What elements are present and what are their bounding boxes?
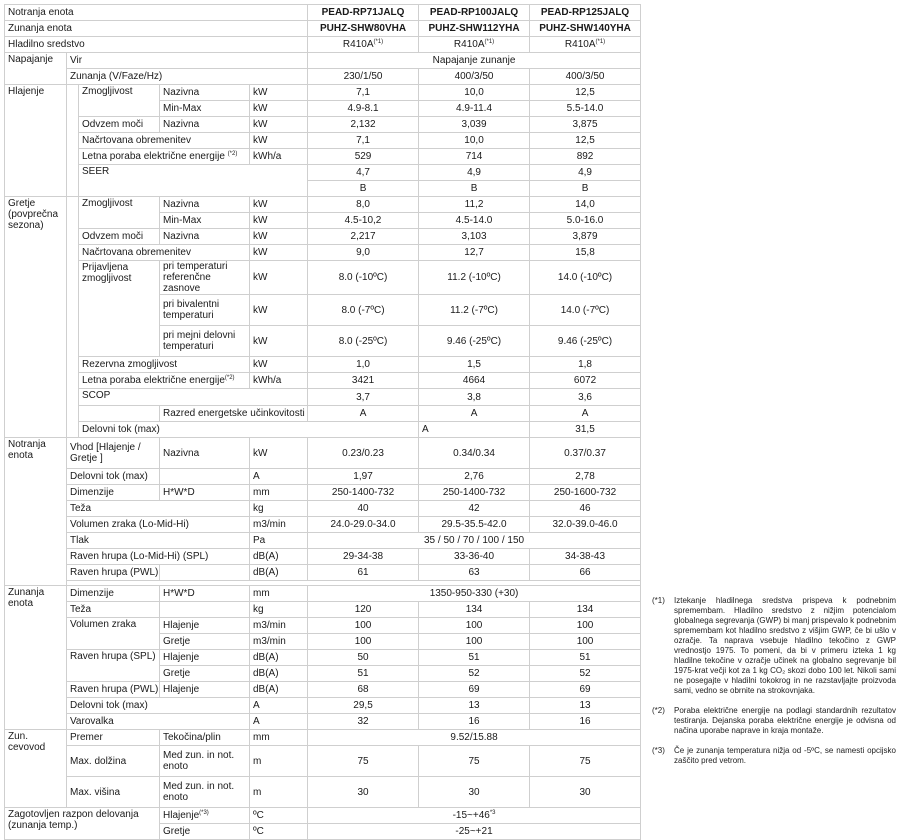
row-label: Razred energetske učinkovitosti [160,406,308,422]
empty-cell [79,406,160,422]
value-cell: 68 [308,682,419,698]
table-row [5,485,641,501]
value-cell: 2,78 [530,469,641,485]
value-cell: 100 [530,618,641,634]
value-cell: B [308,181,419,197]
row-label: Zmogljivost [79,197,160,229]
row-label: Premer [67,730,160,746]
value-cell: 16 [530,714,641,730]
footnote-ref: (*2) [224,375,235,381]
value-cell: 50 [308,650,419,666]
footnote-key: (*2) [652,706,665,715]
table-row [5,422,641,438]
value-cell: 3,7 [308,389,419,406]
value-cell: 250-1400-732 [419,485,530,501]
table-row [5,406,641,422]
unit: kW [250,85,308,101]
refrigerant-cell [419,37,530,53]
value-cell: 4.9-11.4 [419,101,530,117]
value-cell: 9.52/15.88 [308,730,641,746]
refrigerant-cell [308,37,419,53]
row-label: Max. dolžina [67,746,160,777]
sub-label: Hlajenje [160,650,250,666]
footnote-ref: (*1) [484,39,495,45]
value-cell: 66 [530,565,641,581]
table-row [5,501,641,517]
table-row [5,197,641,213]
table-row [5,602,641,618]
value: -15~+46 [452,810,490,821]
unit: kW [250,101,308,117]
value-cell: 51 [419,650,530,666]
value-cell: 32 [308,714,419,730]
row-label: Odvzem moči [79,229,160,245]
model-cell: PUHZ-SHW112YHA [419,21,530,37]
value-cell: 134 [419,602,530,618]
value-cell: 5.5-14.0 [530,101,641,117]
model-cell: PEAD-RP71JALQ [308,5,419,21]
row-label: Vhod [Hlajenje / Gretje ] [67,438,160,469]
value-cell: 1,5 [419,357,530,373]
table-row [5,714,641,730]
footnote [652,706,896,736]
value-cell: 13 [419,698,530,714]
unit: kW [250,357,308,373]
row-label: Teža [67,501,250,517]
table-row [5,469,641,485]
table-row [5,698,641,714]
unit: dB(A) [250,549,308,565]
value-cell: 10,0 [419,133,530,149]
row-label: Dimenzije [67,586,160,602]
value-cell: 31,5 [530,422,641,438]
value-cell: 51 [308,666,419,682]
table-row [5,133,641,149]
value-cell: 0.34/0.34 [419,438,530,469]
value-cell: 3,8 [419,389,530,406]
footnote [652,746,896,766]
value-cell: 52 [530,666,641,682]
value-cell: 10,0 [419,85,530,101]
value-cell: 11.2 (-7ºC) [419,295,530,326]
group-label: Napajanje [5,53,67,85]
unit: ºC [250,808,308,824]
value-cell: 250-1600-732 [530,485,641,501]
value-cell: 63 [419,565,530,581]
model-cell: PUHZ-SHW80VHA [308,21,419,37]
footnote-ref: *3 [489,810,496,816]
unit: m3/min [250,517,308,533]
unit: kW [250,133,308,149]
footnote [652,596,896,696]
table-row [5,565,641,581]
sub-label: Hlajenje [160,682,250,698]
value-cell: 30 [419,777,530,808]
value-cell: 35 / 50 / 70 / 100 / 150 [308,533,641,549]
value-cell: 3,103 [419,229,530,245]
spacer-cell [67,85,79,197]
value-cell: 9,0 [308,245,419,261]
model-cell: PEAD-RP125JALQ [530,5,641,21]
unit: A [250,714,308,730]
unit: A [250,698,308,714]
value-cell: 12,5 [530,85,641,101]
row-label: Načrtovana obremenitev [79,133,250,149]
value-cell: 13 [530,698,641,714]
value-cell: 75 [308,746,419,777]
outdoor-model-row [5,21,641,37]
table-row [5,777,641,808]
value-cell: 0.37/0.37 [530,438,641,469]
spacer-cell [67,197,79,438]
table-row [5,357,641,373]
table-row [5,149,641,165]
value-cell: 30 [530,777,641,808]
value-cell: 100 [530,634,641,650]
value-cell: 12,5 [530,133,641,149]
value-cell: 15,8 [530,245,641,261]
value-cell: 61 [308,565,419,581]
unit: dB(A) [250,650,308,666]
footnote-ref: (*2) [227,151,238,157]
row-label: Rezervna zmogljivost [79,357,250,373]
row-label: Prijavljena zmogljivost [79,261,160,357]
footnote-ref: (*3) [199,810,209,816]
table-row [5,618,641,634]
value-cell: 400/3/50 [419,69,530,85]
value-cell: 2,132 [308,117,419,133]
value-cell: 6072 [530,373,641,389]
unit: mm [250,730,308,746]
table-row [5,245,641,261]
value-cell: 230/1/50 [308,69,419,85]
row-label: Zunanja enota [5,21,308,37]
row-label: Varovalka [67,714,250,730]
sub-label: pri mejni delovni temperaturi [160,326,250,357]
table-row [5,438,641,469]
row-label: Volumen zraka [67,618,160,650]
value-cell: 1,8 [530,357,641,373]
row-label: Odvzem moči [79,117,160,133]
table-row [5,586,641,602]
label-text: Letna poraba električne energije [82,375,225,386]
unit: m3/min [250,618,308,634]
group-label: Gretje (povprečna sezona) [5,197,67,438]
table-row [5,730,641,746]
value-cell: Napajanje zunanje [308,53,641,69]
value-cell: 8.0 (-7ºC) [308,295,419,326]
table-row [5,229,641,245]
value-cell: 3,6 [530,389,641,406]
value-cell: 42 [419,501,530,517]
empty-cell [160,565,250,581]
table-row [5,117,641,133]
value-cell: 29,5 [308,698,419,714]
value-cell: 8.0 (-25ºC) [308,326,419,357]
unit: kW [250,245,308,261]
unit: mm [250,485,308,501]
value-cell: 134 [530,602,641,618]
row-label: Teža [67,602,160,618]
value-cell: 34-38-43 [530,549,641,565]
value-cell: 892 [530,149,641,165]
row-label: Max. višina [67,777,160,808]
sub-label: H*W*D [160,586,250,602]
value-cell: 1350-950-330 (+30) [308,586,641,602]
value-cell: A [419,406,530,422]
value-cell: 4.5-14.0 [419,213,530,229]
sub-label: Min-Max [160,101,250,117]
sub-label: pri bivalentni temperaturi [160,295,250,326]
unit: kW [250,117,308,133]
empty-cell [160,469,250,485]
row-label: SCOP [79,389,308,406]
unit: kg [250,602,308,618]
value-cell: 4,7 [308,165,419,181]
row-label [79,373,250,389]
value-cell: 29.5-35.5-42.0 [419,517,530,533]
footnote-ref: (*1) [373,39,384,45]
row-label: Dimenzije [67,485,160,501]
model-cell: PEAD-RP100JALQ [419,5,530,21]
sub-label: Nazivna [160,229,250,245]
row-label: Volumen zraka (Lo-Mid-Hi) [67,517,250,533]
value: R410A [453,39,485,50]
value-cell: B [419,181,530,197]
sub-label: Nazivna [160,117,250,133]
sub-label: pri temperaturi referenčne zasnove [160,261,250,295]
value-cell: 33-36-40 [419,549,530,565]
value-cell: -25~+21 [308,824,641,840]
row-label: Hladilno sredstvo [5,37,308,53]
value-cell: 2,217 [308,229,419,245]
sub-label [160,808,250,824]
value-cell: 120 [308,602,419,618]
table-row [5,373,641,389]
value-cell: 2,76 [419,469,530,485]
power-outdoor-row [5,69,641,85]
sub-label: Gretje [160,634,250,650]
value-cell: A [530,406,641,422]
value-cell: 100 [308,618,419,634]
sub-label: Hlajenje [160,618,250,634]
unit: mm [250,586,308,602]
unit: kW [250,197,308,213]
value-cell: 9.46 (-25ºC) [530,326,641,357]
value-cell: 32.0-39.0-46.0 [530,517,641,533]
row-label: SEER [79,165,308,197]
table-row [5,808,641,824]
footnote-ref: (*1) [595,39,606,45]
row-label: Zunanja (V/Faze/Hz) [67,69,308,85]
unit: m3/min [250,634,308,650]
value-cell: 3421 [308,373,419,389]
value-cell: 7,1 [308,85,419,101]
value-cell: 714 [419,149,530,165]
value-cell: 400/3/50 [530,69,641,85]
value-cell: 3,039 [419,117,530,133]
value-cell: 7,1 [308,133,419,149]
value: R410A [342,39,374,50]
row-label [79,149,250,165]
empty-cell [160,602,250,618]
group-label: Hlajenje [5,85,67,197]
sub-label: Nazivna [160,197,250,213]
unit: ºC [250,824,308,840]
value-cell: 11,2 [419,197,530,213]
sub-label: Tekočina/plin [160,730,250,746]
value-cell: 3,879 [530,229,641,245]
value-cell: 4,9 [530,165,641,181]
table-row [5,517,641,533]
row-label: Raven hrupa (Lo-Mid-Hi) (SPL) [67,549,250,565]
sub-label: Gretje [160,666,250,682]
indoor-model-row [5,5,641,21]
value-cell: 29-34-38 [308,549,419,565]
value-cell: 40 [308,501,419,517]
table-row [5,746,641,777]
value-cell: 250-1400-732 [308,485,419,501]
unit: kW [250,326,308,357]
value-cell: 1,0 [308,357,419,373]
footnotes [652,596,896,776]
table-row [5,389,641,406]
value-cell: 4,9 [419,165,530,181]
value-cell: 5.0-16.0 [530,213,641,229]
table-row [5,261,641,295]
table-row [5,533,641,549]
label-text: Letna poraba električne energije [82,151,225,162]
value-cell: 9.46 (-25ºC) [419,326,530,357]
value-cell: 14,0 [530,197,641,213]
value: R410A [564,39,596,50]
sub-label: Nazivna [160,85,250,101]
value-cell: 75 [530,746,641,777]
value-cell: 46 [530,501,641,517]
unit: kW [250,261,308,295]
value-cell: B [530,181,641,197]
unit: kWh/a [250,373,308,389]
value-cell: 11.2 (-10ºC) [419,261,530,295]
unit: kW [250,229,308,245]
unit: dB(A) [250,565,308,581]
row-label: Raven hrupa (SPL) [67,650,160,682]
sub-label: H*W*D [160,485,250,501]
row-label: Notranja enota [5,5,308,21]
value-cell: 30 [308,777,419,808]
refrigerant-row [5,37,641,53]
label-text: Hlajenje [163,810,200,821]
footnote-text: Če je zunanja temperatura nižja od -5ºC, se namesti opcijsko zaščito pred vetrom. [674,746,896,765]
value-cell: 14.0 (-10ºC) [530,261,641,295]
sub-label: Nazivna [160,438,250,469]
value-cell: 75 [419,746,530,777]
spec-table [4,4,641,840]
value-cell: 100 [419,618,530,634]
value-cell: 14.0 (-7ºC) [530,295,641,326]
row-label: Zmogljivost [79,85,160,117]
row-label: Delovni tok (max) [67,698,250,714]
value-cell: 3,875 [530,117,641,133]
unit: m [250,777,308,808]
value-cell: 51 [530,650,641,666]
row-label: Tlak [67,533,250,549]
footnote-key: (*3) [652,746,665,755]
value-cell: A [308,406,419,422]
row-label: Raven hrupa (PWL) [67,682,160,698]
footnote-key: (*1) [652,596,665,605]
value-cell: 69 [419,682,530,698]
group-label: Zun. cevovod [5,730,67,808]
value-cell: 100 [308,634,419,650]
value-cell: 16 [419,714,530,730]
group-label: Zunanja enota [5,586,67,730]
sub-label: Min-Max [160,213,250,229]
unit: Pa [250,533,308,549]
group-label: Notranja enota [5,438,67,586]
value-cell: 24.0-29.0-34.0 [308,517,419,533]
value-cell: 529 [308,149,419,165]
unit: m [250,746,308,777]
value-cell: 4664 [419,373,530,389]
table-row [5,682,641,698]
value-cell: 8,0 [308,197,419,213]
unit: kg [250,501,308,517]
unit: kW [250,295,308,326]
table-row [5,85,641,101]
table-row [5,549,641,565]
unit: kWh/a [250,149,308,165]
value-cell: 52 [419,666,530,682]
sub-label: Gretje [160,824,250,840]
unit: kW [250,438,308,469]
value-cell: 12,7 [419,245,530,261]
value-cell: 0.23/0.23 [308,438,419,469]
model-cell: PUHZ-SHW140YHA [530,21,641,37]
group-label: Zagotovljen razpon delovanja (zunanja temp.) [5,808,160,840]
sub-label: Med zun. in not. enoto [160,777,250,808]
value-cell: 4.5-10,2 [308,213,419,229]
row-label: Delovni tok (max) [67,469,160,485]
footnote-text: Poraba električne energije na podlagi standardnih rezultatov testiranja. Dejanska poraba električne energije je odvisna od načina uporabe naprave in kraja montaže. [674,706,896,735]
value-cell: 8.0 (-10ºC) [308,261,419,295]
value-cell: 69 [530,682,641,698]
refrigerant-cell [530,37,641,53]
table-row [5,165,641,181]
row-label: Raven hrupa (PWL) [67,565,160,581]
table-row [5,650,641,666]
sub-label: Med zun. in not. enoto [160,746,250,777]
row-label: Delovni tok (max) [79,422,419,438]
value-cell: 4.9-8.1 [308,101,419,117]
value-cell: 1,97 [308,469,419,485]
unit: kW [250,213,308,229]
value-cell [308,808,641,824]
unit: dB(A) [250,666,308,682]
row-label: Vir [67,53,308,69]
unit: A [419,422,530,438]
row-label: Načrtovana obremenitev [79,245,250,261]
power-source-row [5,53,641,69]
unit: A [250,469,308,485]
unit: dB(A) [250,682,308,698]
footnote-text: Iztekanje hladilnega sredstva prispeva k podnebnim spremembam. Hladilno sredstvo z nižjim potencialom globalnega segrevanja (GWP) bi manj prispevalo k podnebnim spremembam kot hladilno sredstvo z višjim GWP, če bi ušlo v ozračje. Ta naprava vsebuje hladilno tekočino z GWP vrednostjo 1975. To pomeni, da bi v primeru izteka 1 kg hladilne tekočine v ozračje učinek na globalno segrevanje bil 1975-krat večji kot za 1 kg CO₂ skozi dobo 100 let. Nikoli sami ne posegajte v hladilni tokokrog in ne razstavljajte proizvoda sami, vedno se obrnite na strokovnjaka. [674,596,896,695]
value-cell: 100 [419,634,530,650]
